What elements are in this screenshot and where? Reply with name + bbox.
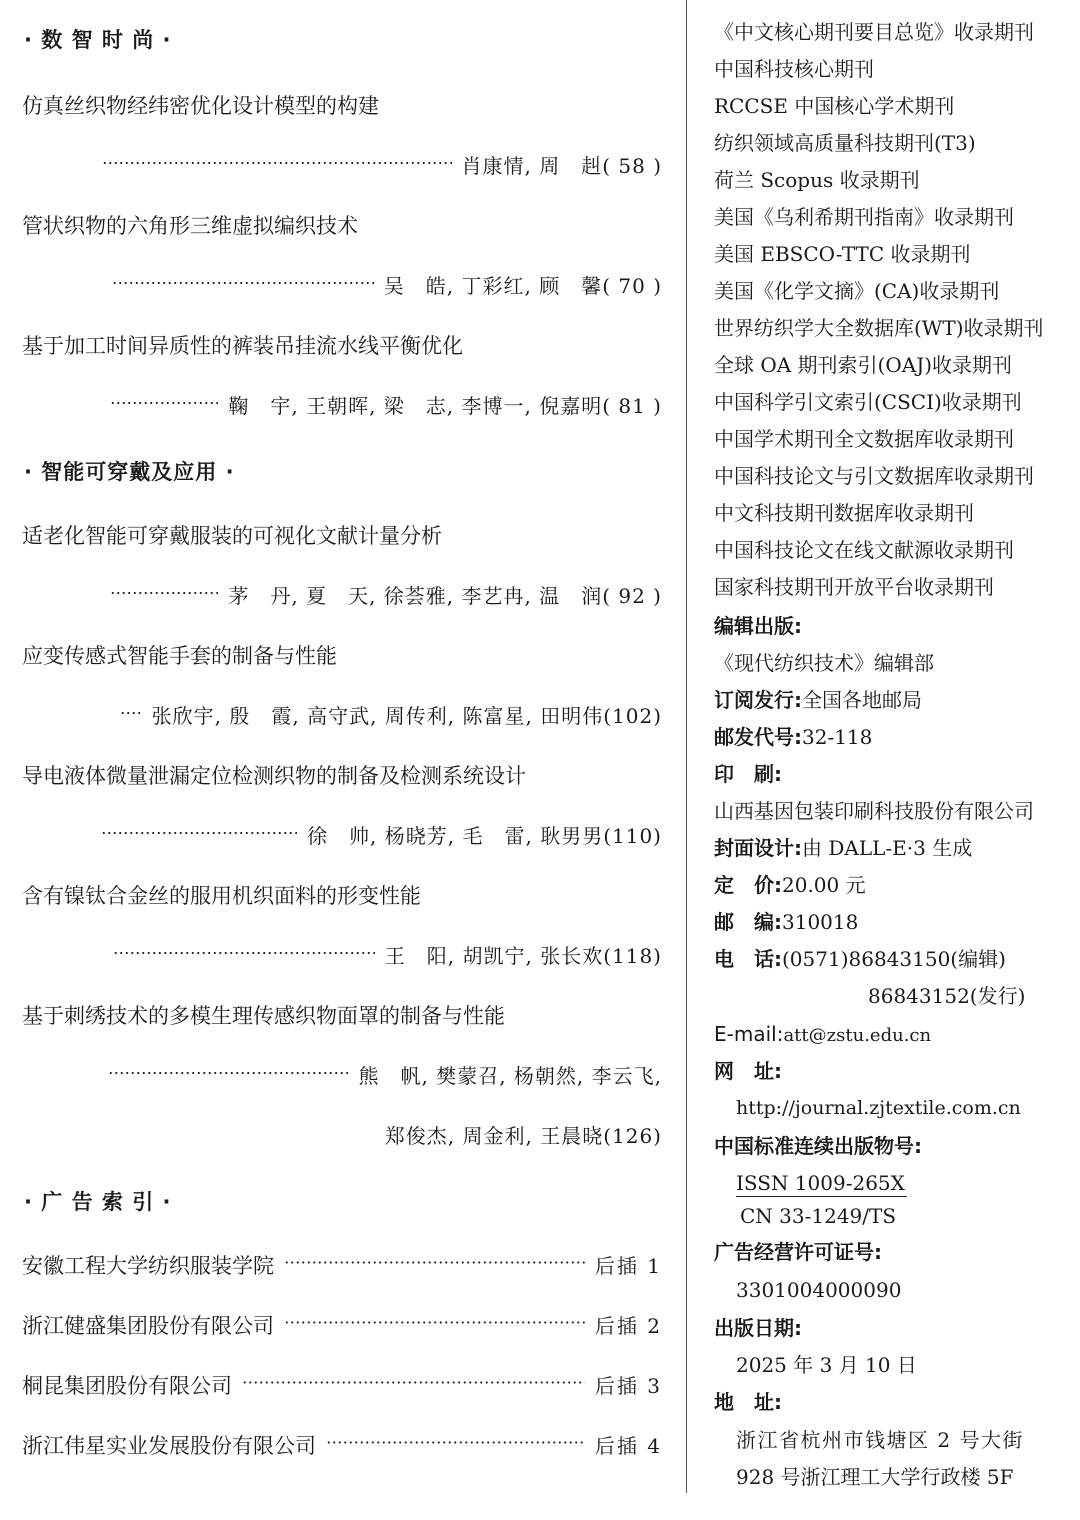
postcode-dist-label: 邮发代号:: [714, 725, 802, 749]
authors-text: 肖康情, 周 赳( 58 ): [461, 154, 662, 178]
editor-value: 《现代纺织技术》编辑部: [714, 651, 934, 675]
indexing-item: 全球 OA 期刊索引(OAJ)收录期刊: [714, 353, 1013, 377]
article-authors: [112, 270, 662, 299]
issn-number: ISSN 1009-265X: [736, 1171, 905, 1195]
ad-name: 桐昆集团股份有限公司: [22, 1374, 232, 1398]
cover-value: 由 DALL-E·3 生成: [802, 836, 973, 860]
indexing-item: 纺织领域高质量科技期刊(T3): [714, 131, 976, 155]
indexing-item: 中国科学引文索引(CSCI)收录期刊: [714, 390, 1022, 414]
publication-info: [714, 0, 1074, 1520]
zip-line: [714, 912, 858, 932]
leader-dots: [120, 703, 142, 723]
table-of-contents: [22, 0, 662, 1520]
article-title[interactable]: 含有镍钛合金丝的服用机织面料的形变性能: [22, 884, 421, 908]
zip-value: 310018: [782, 910, 859, 934]
article-authors: [108, 1060, 662, 1089]
phone-label: 电 话:: [714, 947, 782, 971]
subscribe-line: [714, 690, 922, 710]
column-divider: [686, 0, 687, 1493]
phone-value: (0571)86843150(编辑): [782, 947, 1006, 971]
article-authors: [110, 390, 662, 419]
postcode-dist-line: [714, 727, 872, 747]
leader-dots: [101, 823, 297, 843]
ad-entry[interactable]: [22, 1370, 662, 1400]
ad-entry[interactable]: [22, 1250, 662, 1280]
article-title[interactable]: 基于加工时间异质性的裤装吊挂流水线平衡优化: [22, 334, 463, 358]
article-authors: [102, 150, 662, 179]
phone-value-2: 86843152(发行): [868, 984, 1026, 1008]
indexing-item: 国家科技期刊开放平台收录期刊: [714, 575, 994, 599]
article-title[interactable]: 管状织物的六角形三维虚拟编织技术: [22, 214, 358, 238]
article-title[interactable]: 仿真丝织物经纬密优化设计模型的构建: [22, 94, 379, 118]
indexing-item: 美国《化学文摘》(CA)收录期刊: [714, 279, 1000, 303]
indexing-item: RCCSE 中国核心学术期刊: [714, 94, 955, 118]
date-label: 出版日期:: [714, 1316, 802, 1340]
address-line-2: 928 号浙江理工大学行政楼 5F: [736, 1465, 1014, 1489]
ad-entry[interactable]: [22, 1310, 662, 1340]
price-label: 定 价:: [714, 873, 782, 897]
leader-dots: [110, 393, 218, 413]
indexing-item: 荷兰 Scopus 收录期刊: [714, 168, 920, 192]
article-authors: [110, 580, 662, 609]
indexing-item: 中国学术期刊全文数据库收录期刊: [714, 427, 1014, 451]
indexing-item: 中国科技核心期刊: [714, 57, 874, 81]
authors-text: 熊 帆, 樊蒙召, 杨朝然, 李云飞,: [358, 1064, 662, 1088]
address-line-1: 浙江省杭州市钱塘区 2 号大街: [736, 1428, 1024, 1452]
ad-page: 后插 2: [594, 1314, 662, 1338]
leader-dots: [326, 1432, 585, 1453]
web-label: 网 址:: [714, 1059, 782, 1083]
date-value: 2025 年 3 月 10 日: [736, 1353, 917, 1377]
cover-line: [714, 838, 972, 858]
ad-page: 后插 3: [594, 1374, 662, 1398]
indexing-item: 中文科技期刊数据库收录期刊: [714, 501, 974, 525]
leader-dots: [102, 153, 452, 173]
section-heading-smart-wearable: · 智能可穿戴及应用 ·: [24, 460, 235, 484]
ad-page: 后插 1: [594, 1254, 662, 1278]
email-label: E-mail:: [714, 1022, 784, 1046]
leader-dots: [110, 583, 218, 603]
zip-label: 邮 编:: [714, 910, 782, 934]
section-heading-digital-fashion: · 数 智 时 尚 ·: [24, 28, 172, 52]
indexing-item: 美国 EBSCO-TTC 收录期刊: [714, 242, 971, 266]
email-link[interactable]: att@zstu.edu.cn: [783, 1025, 932, 1046]
cn-value: CN 33-1249/TS: [740, 1204, 897, 1228]
article-authors: [101, 820, 662, 849]
authors-text: 吴 皓, 丁彩红, 顾 馨( 70 ): [383, 274, 662, 298]
authors-text: 郑俊杰, 周金利, 王晨晓(126): [384, 1124, 662, 1148]
leader-dots: [112, 273, 374, 293]
printing-label: 印 刷:: [714, 762, 782, 786]
postcode-dist-value: 32-118: [802, 725, 873, 749]
issn-value: [736, 1173, 907, 1197]
indexing-item: 美国《乌利希期刊指南》收录期刊: [714, 205, 1014, 229]
leader-dots: [113, 943, 375, 963]
indexing-item: 中国科技论文与引文数据库收录期刊: [714, 464, 1034, 488]
email-line: [714, 1024, 931, 1045]
address-label: 地 址:: [714, 1390, 782, 1414]
article-authors: [113, 940, 662, 969]
article-title[interactable]: 基于刺绣技术的多模生理传感织物面罩的制备与性能: [22, 1004, 505, 1028]
authors-text: 张欣宇, 殷 霞, 高守武, 周传利, 陈富星, 田明伟(102): [151, 704, 662, 728]
leader-dots: [108, 1063, 348, 1083]
section-heading-ad-index: · 广 告 索 引 ·: [24, 1190, 172, 1214]
leader-dots: [284, 1252, 585, 1273]
article-title[interactable]: 应变传感式智能手套的制备与性能: [22, 644, 337, 668]
editor-label: 编辑出版:: [714, 614, 802, 638]
ad-name: 安徽工程大学纺织服装学院: [22, 1254, 274, 1278]
article-authors-continued: [385, 1120, 662, 1149]
ad-name: 浙江伟星实业发展股份有限公司: [22, 1434, 316, 1458]
price-value: 20.00 元: [782, 873, 866, 897]
authors-text: 茅 丹, 夏 天, 徐荟雅, 李艺冉, 温 润( 92 ): [228, 584, 662, 608]
subscribe-label: 订阅发行:: [714, 688, 802, 712]
ad-entry[interactable]: [22, 1430, 662, 1460]
indexing-item: 中国科技论文在线文献源收录期刊: [714, 538, 1014, 562]
indexing-item: 《中文核心期刊要目总览》收录期刊: [714, 20, 1034, 44]
article-title[interactable]: 适老化智能可穿戴服装的可视化文献计量分析: [22, 524, 442, 548]
subscribe-value: 全国各地邮局: [802, 688, 922, 712]
authors-text: 王 阳, 胡凯宁, 张长欢(118): [384, 944, 662, 968]
article-title[interactable]: 导电液体微量泄漏定位检测织物的制备及检测系统设计: [22, 764, 526, 788]
article-authors: [120, 700, 662, 729]
leader-dots: [242, 1372, 585, 1393]
phone-line: [714, 949, 1006, 969]
ad-license-value: 3301004000090: [736, 1278, 902, 1302]
web-link[interactable]: http://journal.zjtextile.com.cn: [736, 1097, 1021, 1119]
ad-license-label: 广告经营许可证号:: [714, 1240, 882, 1264]
cover-label: 封面设计:: [714, 836, 802, 860]
printing-value: 山西基因包装印刷科技股份有限公司: [714, 799, 1034, 823]
ad-page: 后插 4: [594, 1434, 662, 1458]
ad-name: 浙江健盛集团股份有限公司: [22, 1314, 274, 1338]
leader-dots: [284, 1312, 585, 1333]
indexing-item: 世界纺织学大全数据库(WT)收录期刊: [714, 316, 1044, 340]
authors-text: 徐 帅, 杨晓芳, 毛 雷, 耿男男(110): [307, 824, 662, 848]
price-line: [714, 875, 866, 895]
authors-text: 鞠 宇, 王朝晖, 梁 志, 李博一, 倪嘉明( 81 ): [228, 394, 662, 418]
issn-label: 中国标准连续出版物号:: [714, 1134, 922, 1158]
